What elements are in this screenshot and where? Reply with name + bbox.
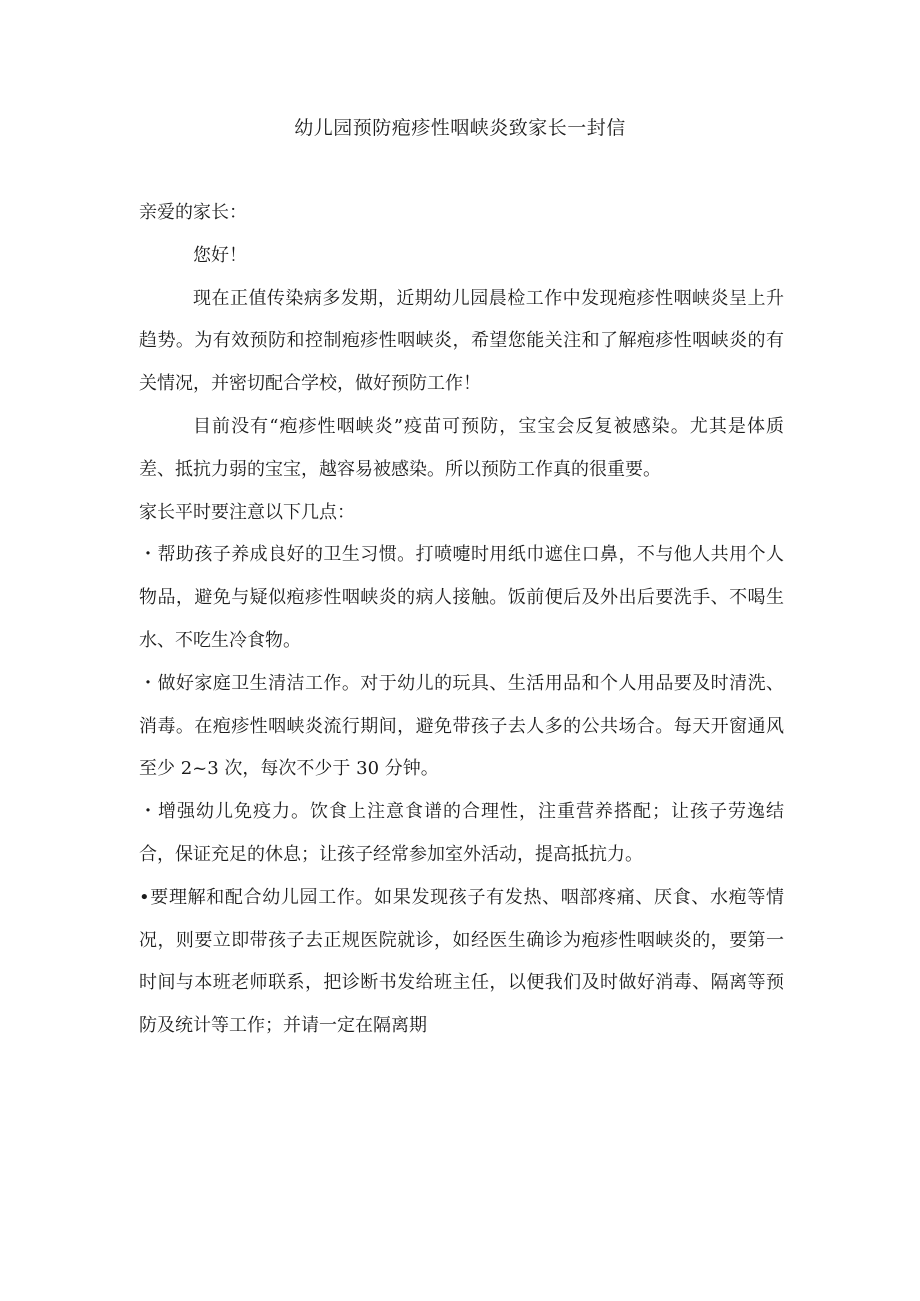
greeting: 您好！	[193, 244, 247, 266]
bullet-item	[139, 534, 784, 662]
paragraph: 目前没有“疱疹性咽峡炎”疫苗可预防，宝宝会反复被感染。尤其是体质差、抵抗力弱的宝宝，越容易被感染。所以预防工作真的很重要。	[139, 415, 784, 480]
bullet-item	[139, 663, 784, 791]
bullet-icon: ・	[139, 801, 158, 823]
paragraph: 现在正值传染病多发期，近期幼儿园晨检工作中发现疱疹性咽峡炎呈上升趋势。为有效预防和控制疱疹性咽峡炎，希望您能关注和了解疱疹性咽峡炎的有关情况，并密切配合学校，做好预防工作！	[139, 287, 784, 395]
bullet-icon: ・	[139, 672, 158, 694]
bullet-text: 做好家庭卫生清洁工作。对于幼儿的玩具、生活用品和个人用品要及时清洗、消毒。在疱疹性咽峡炎流行期间，避免带孩子去人多的公共场合。每天开窗通风至少 2~3 次，每次不少于 30 分钟。	[139, 672, 785, 780]
bullet-item	[139, 791, 784, 877]
bullet-text: 要理解和配合幼儿园工作。如果发现孩子有发热、咽部疼痛、厌食、水疱等情况，则要立即带孩子去正规医院就诊，如经医生确诊为疱疹性咽峡炎的，要第一时间与本班老师联系，把诊断书发给班主任，以便我们及时做好消毒、隔离等预防及统计等工作；并请一定在隔离期	[139, 886, 784, 1037]
document-title: 幼儿园预防疱疹性咽峡炎致家长一封信	[294, 117, 626, 139]
bullet-text: 增强幼儿免疫力。饮食上注意食谱的合理性，注重营养搭配；让孩子劳逸结合，保证充足的休息；让孩子经常参加室外活动，提高抵抗力。	[139, 801, 784, 865]
bullet-text: 帮助孩子养成良好的卫生习惯。打喷嚏时用纸巾遮住口鼻，不与他人共用个人物品，避免与疑似疱疹性咽峡炎的病人接触。饭前便后及外出后要洗手、不喝生水、不吃生冷食物。	[139, 544, 785, 651]
bullet-icon: •	[139, 886, 150, 908]
bullet-item	[139, 877, 784, 1048]
bullet-icon: ・	[139, 544, 158, 566]
salutation: 亲爱的家长：	[139, 202, 247, 223]
list-intro: 家长平时要注意以下几点：	[139, 501, 355, 523]
letter-body	[139, 192, 784, 1048]
